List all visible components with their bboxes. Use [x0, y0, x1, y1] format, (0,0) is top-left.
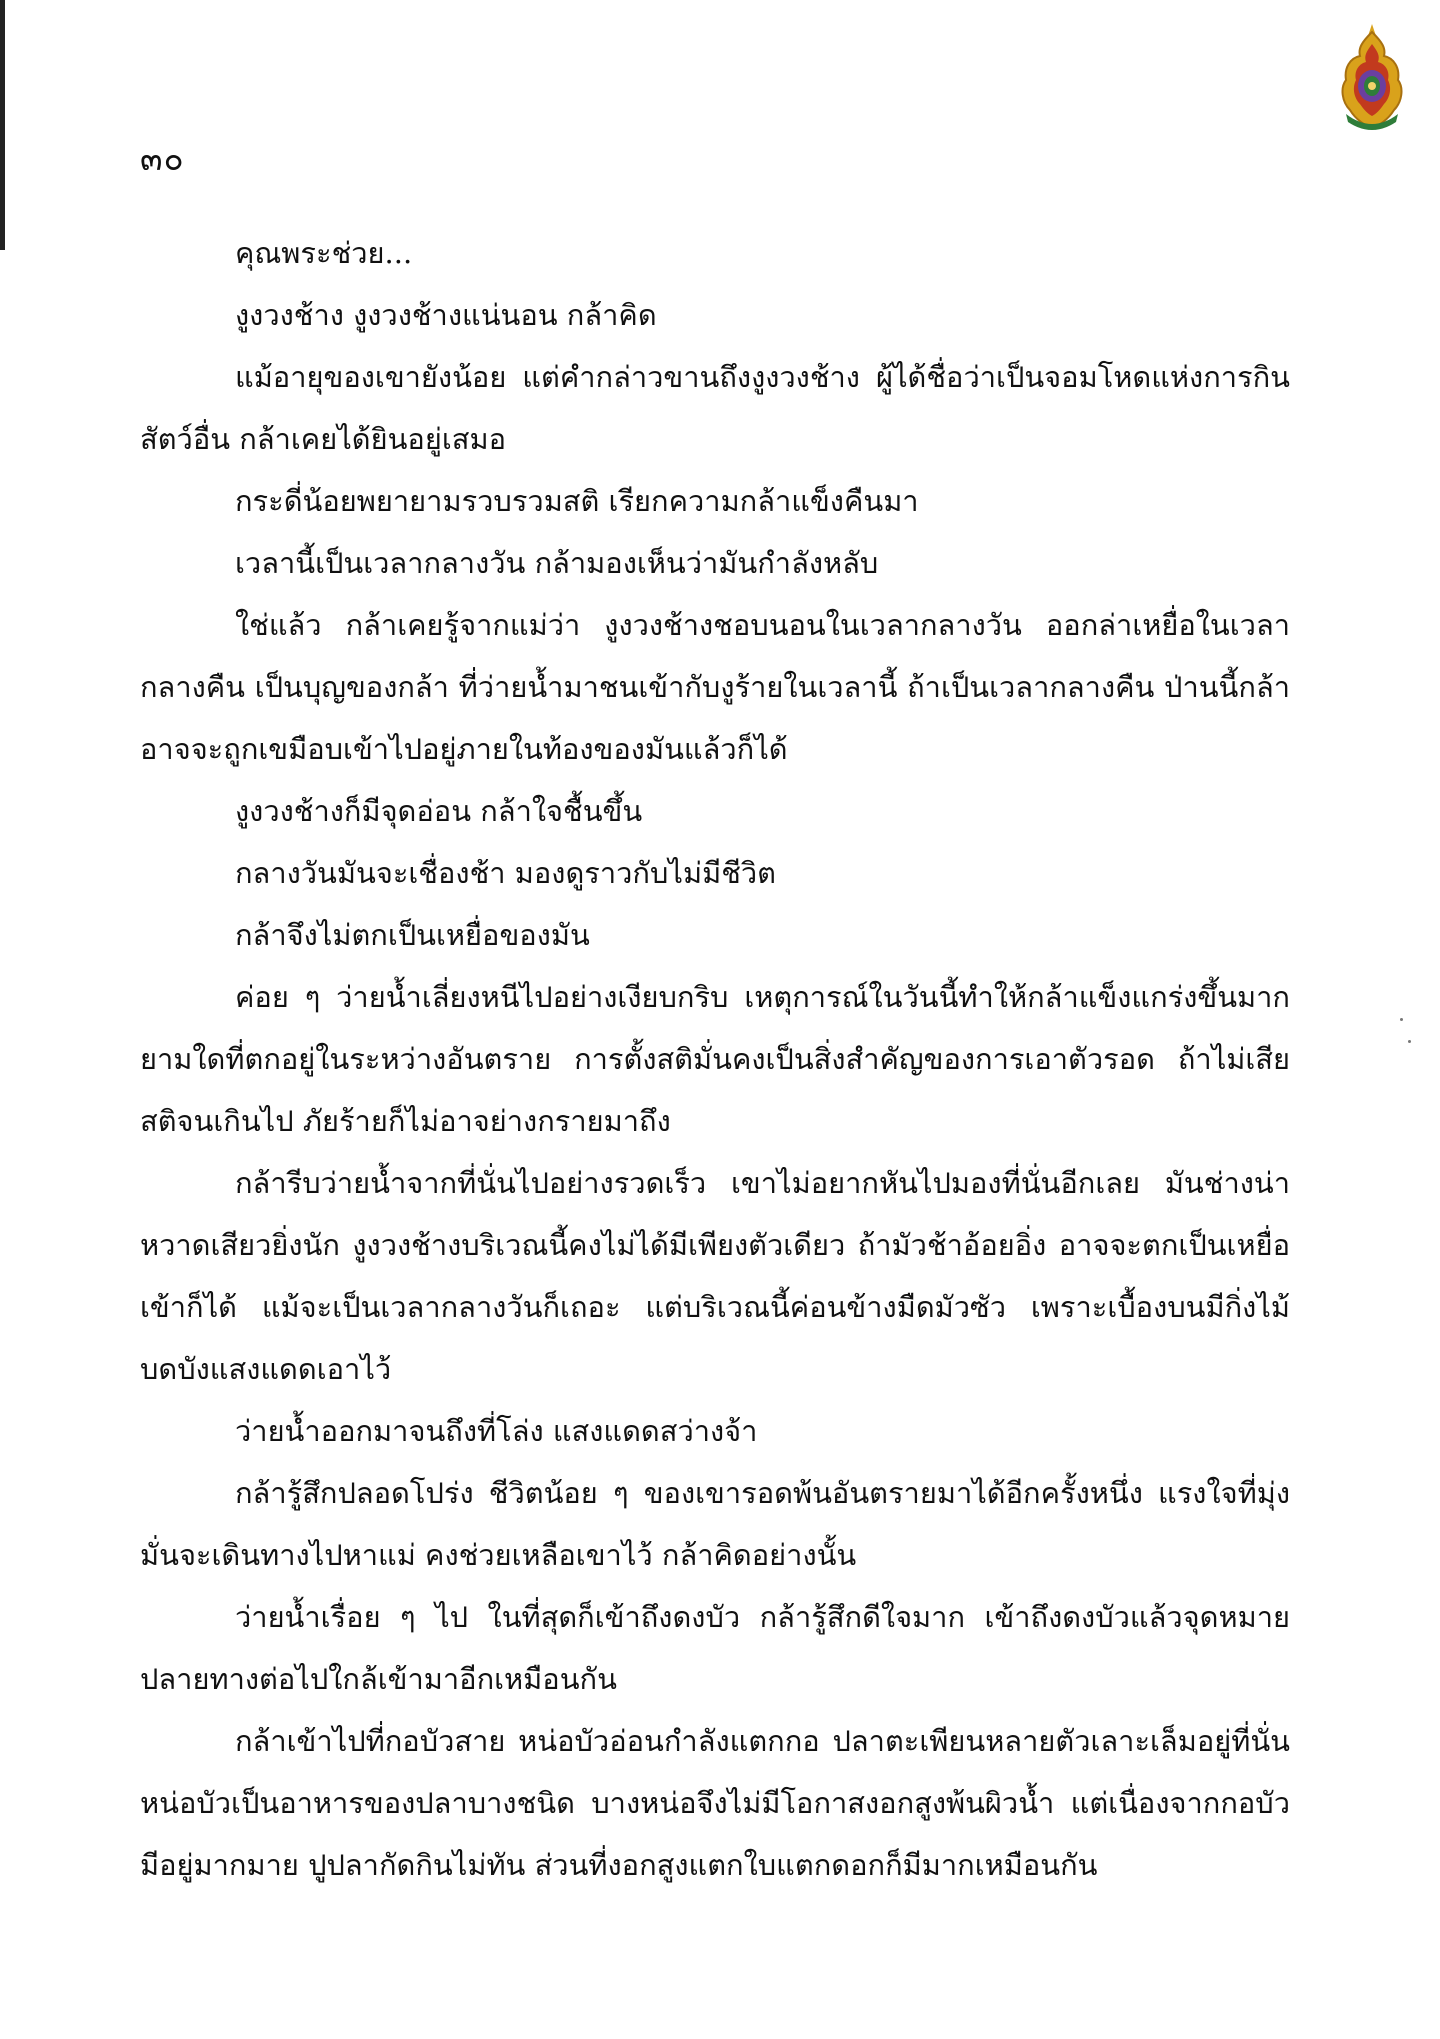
- paragraph: ค่อย ๆ ว่ายน้ำเลี่ยงหนีไปอย่างเงียบกริบ เหตุการณ์ในวันนี้ทำให้กล้าแข็งแกร่งขึ้นมาก ยามใดที่ตกอยู่ในระหว่างอันตราย การตั้งสติมั่นคงเป็นสิ่งสำคัญของการเอาตัวรอด ถ้าไม่เสียสติจนเกินไป ภัยร้ายก็ไม่อาจย่างกรายมาถึง: [140, 980, 1290, 1138]
- paragraph: กระดี่น้อยพยายามรวบรวมสติ เรียกความกล้าแข็งคืนมา: [235, 484, 919, 518]
- paragraph: กลางวันมันจะเชื่องช้า มองดูราวกับไม่มีชีวิต: [235, 856, 777, 890]
- paragraph: งูงวงช้างก็มีจุดอ่อน กล้าใจชื้นขึ้น: [235, 794, 643, 828]
- story-body: [140, 222, 1290, 1896]
- paragraph: ใช่แล้ว กล้าเคยรู้จากแม่ว่า งูงวงช้างชอบนอนในเวลากลางวัน ออกล่าเหยื่อในเวลากลางคืน เป็นบุญของกล้า ที่ว่ายน้ำมาชนเข้ากับงูร้ายในเวลานี้ ถ้าเป็นเวลากลางคืน ป่านนี้กล้าอาจจะถูกเขมือบเข้าไปอยู่ภายในท้องของมันแล้วก็ได้: [140, 608, 1290, 766]
- scan-speck: [1400, 1018, 1403, 1021]
- paragraph: กล้ารีบว่ายน้ำจากที่นั่นไปอย่างรวดเร็ว เขาไม่อยากหันไปมองที่นั่นอีกเลย มันช่างน่าหวาดเสียวยิ่งนัก งูงวงช้างบริเวณนี้คงไม่ได้มีเพียงตัวเดียว ถ้ามัวช้าอ้อยอิ่ง อาจจะตกเป็นเหยื่อเข้าก็ได้ แม้จะเป็นเวลากลางวันก็เถอะ แต่บริเวณนี้ค่อนข้างมืดมัวซัว เพราะเบื้องบนมีกิ่งไม้บดบังแสงแดดเอาไว้: [140, 1166, 1290, 1386]
- paragraph: ว่ายน้ำออกมาจนถึงที่โล่ง แสงแดดสว่างจ้า: [235, 1414, 758, 1448]
- paragraph: กล้ารู้สึกปลอดโปร่ง ชีวิตน้อย ๆ ของเขารอดพ้นอันตรายมาได้อีกครั้งหนึ่ง แรงใจที่มุ่งมั่นจะเดินทางไปหาแม่ คงช่วยเหลือเขาไว้ กล้าคิดอย่างนั้น: [140, 1476, 1290, 1572]
- paragraph: กล้าจึงไม่ตกเป็นเหยื่อของมัน: [235, 918, 590, 952]
- paragraph: คุณพระช่วย...: [235, 236, 413, 270]
- paragraph: กล้าเข้าไปที่กอบัวสาย หน่อบัวอ่อนกำลังแตกกอ ปลาตะเพียนหลายตัวเลาะเล็มอยู่ที่นั่น หน่อบัวเป็นอาหารของปลาบางชนิด บางหน่อจึงไม่มีโอกาสงอกสูงพ้นผิวน้ำ แต่เนื่องจากกอบัวมีอยู่มากมาย ปูปลากัดกินไม่ทัน ส่วนที่งอกสูงแตกใบแตกดอกก็มีมากเหมือนกัน: [140, 1724, 1290, 1882]
- paragraph: แม้อายุของเขายังน้อย แต่คำกล่าวขานถึงงูงวงช้าง ผู้ได้ชื่อว่าเป็นจอมโหดแห่งการกินสัตว์อื่น กล้าเคยได้ยินอยู่เสมอ: [140, 360, 1290, 456]
- page-number: ๓๐: [140, 139, 185, 178]
- paragraph: ว่ายน้ำเรื่อย ๆ ไป ในที่สุดก็เข้าถึงดงบัว กล้ารู้สึกดีใจมาก เข้าถึงดงบัวแล้วจุดหมายปลายทางต่อไปใกล้เข้ามาอีกเหมือนกัน: [140, 1600, 1290, 1696]
- royal-emblem-seal-icon: [1336, 22, 1408, 132]
- paragraph: เวลานี้เป็นเวลากลางวัน กล้ามองเห็นว่ามันกำลังหลับ: [235, 546, 879, 580]
- scan-speck: [1408, 1040, 1411, 1043]
- scan-edge-mark: [0, 0, 5, 250]
- paragraph: งูงวงช้าง งูงวงช้างแน่นอน กล้าคิด: [235, 298, 657, 332]
